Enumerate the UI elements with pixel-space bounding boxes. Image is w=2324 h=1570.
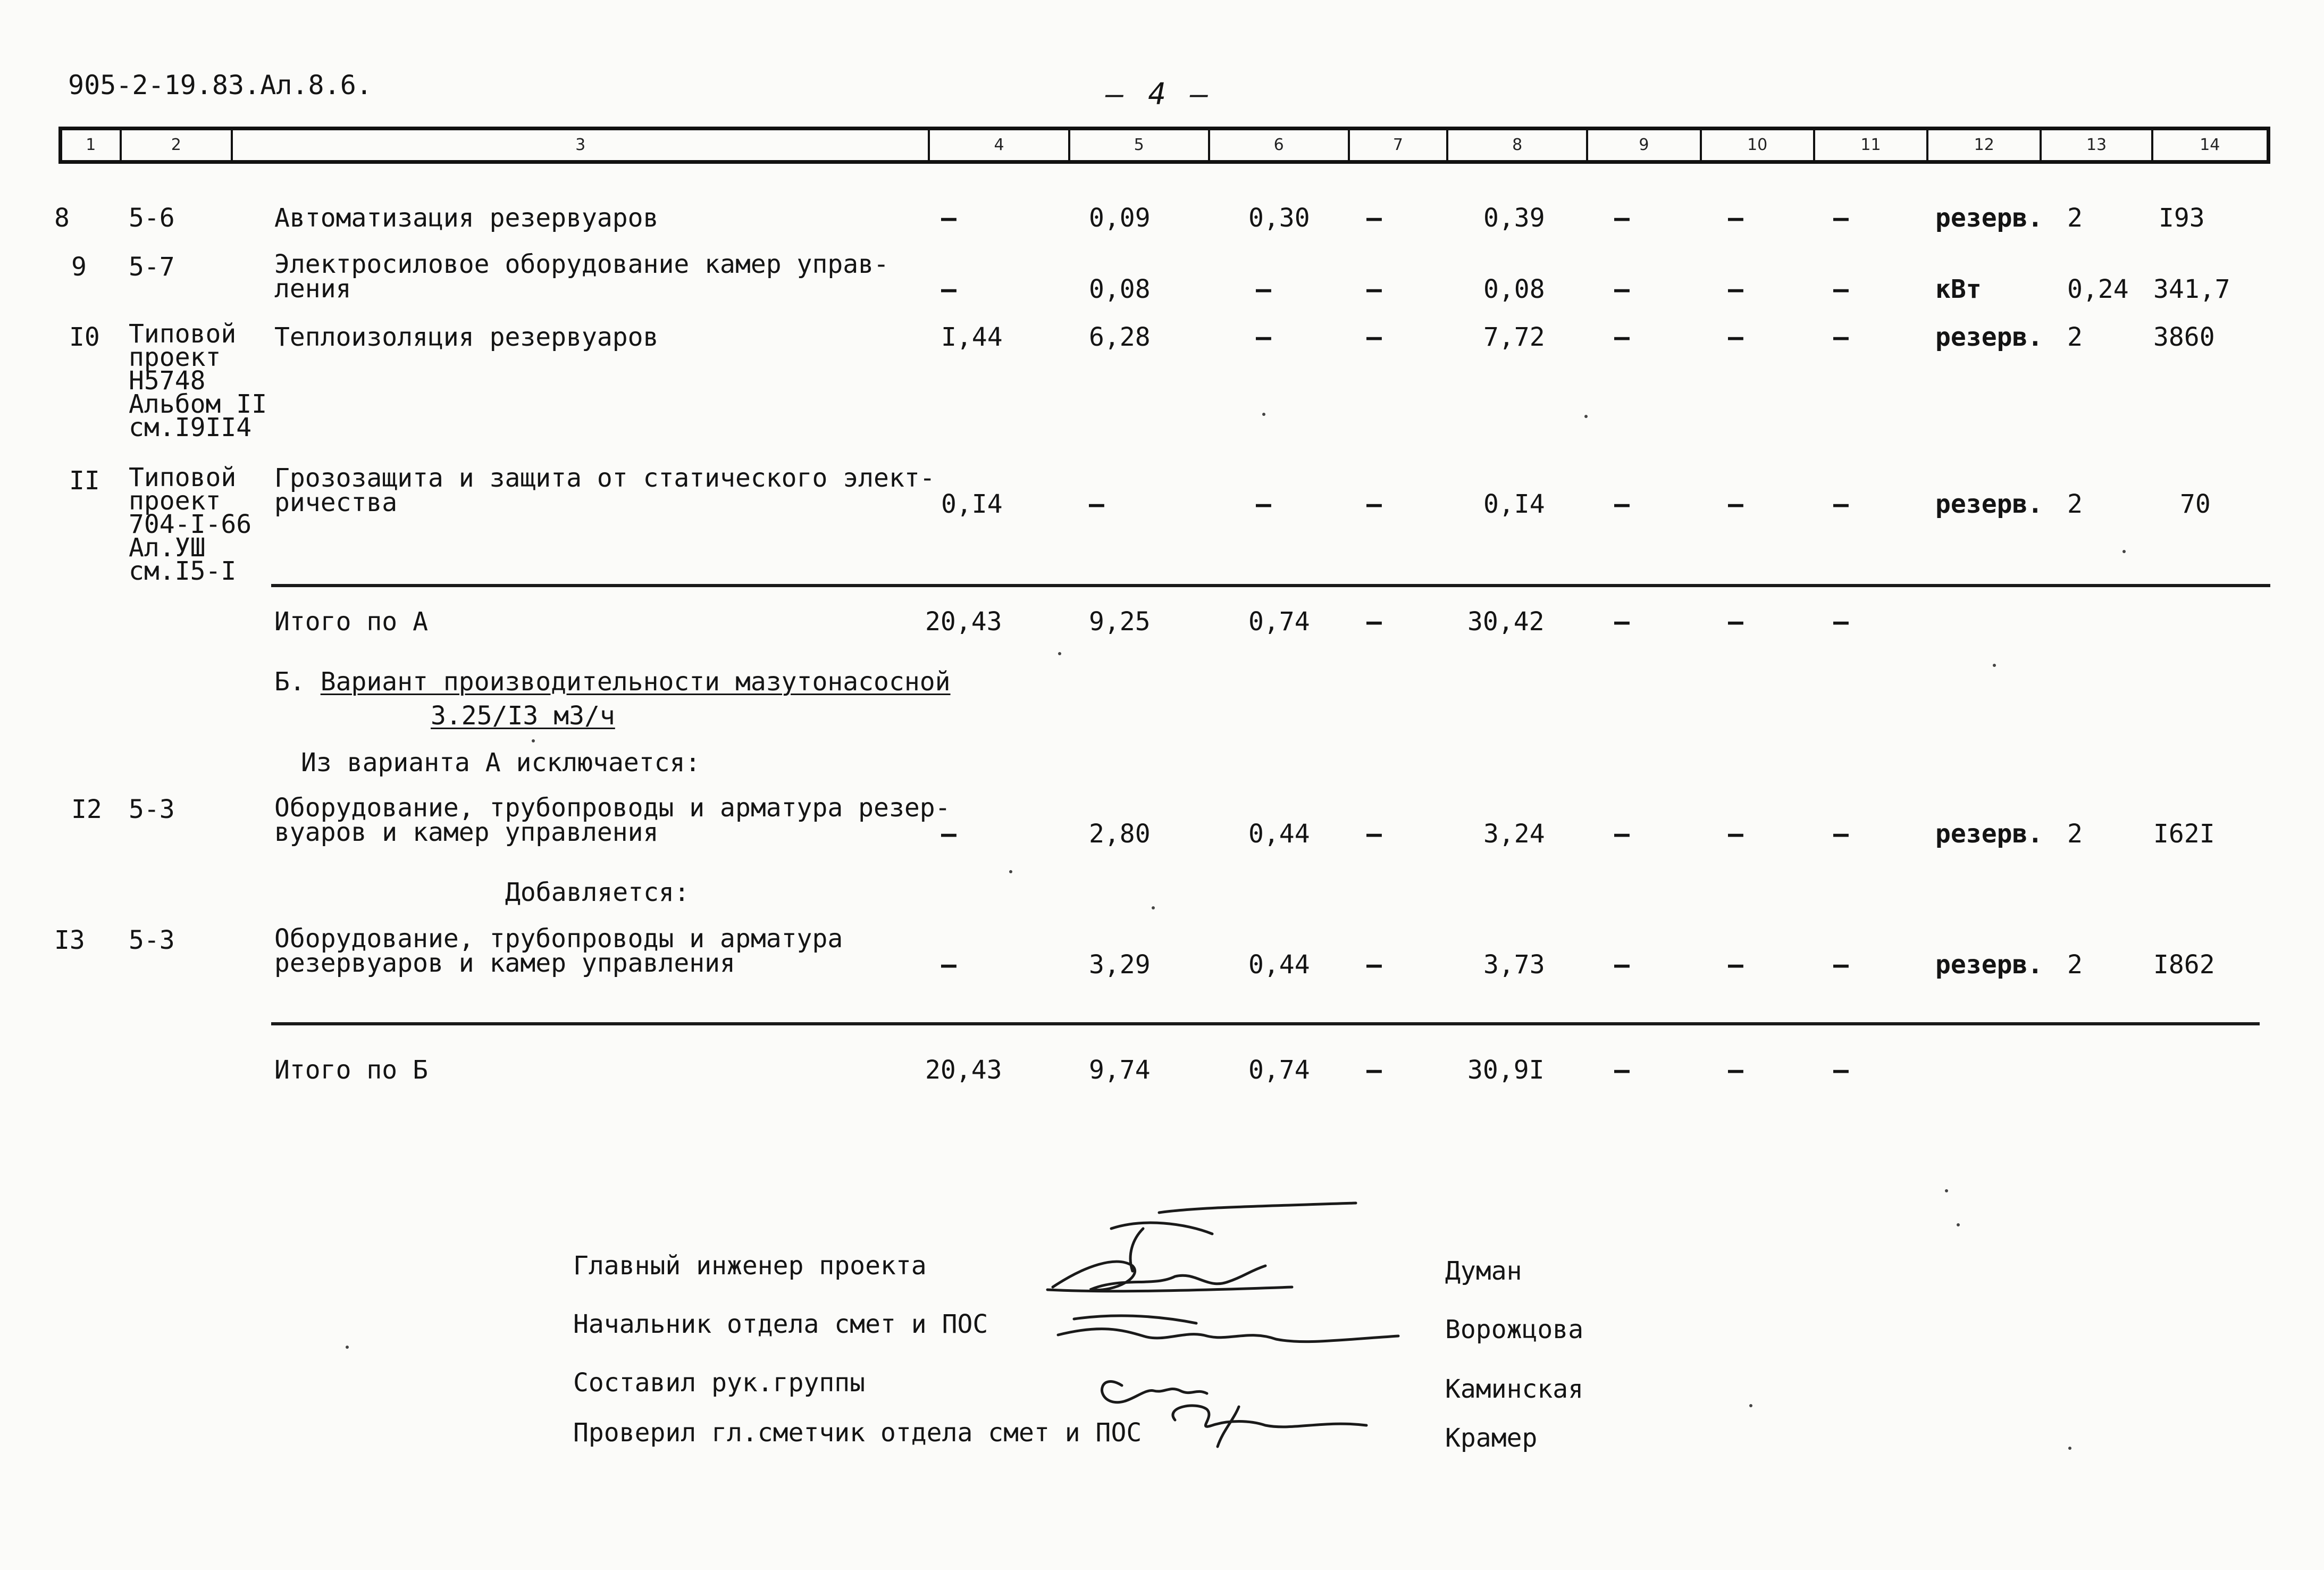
row-reference: 5-3 (129, 925, 175, 955)
col5-value: 2,80 (1089, 819, 1151, 849)
cost-value: 3860 (2153, 322, 2215, 352)
col6-value: 0,44 (1248, 950, 1310, 980)
scan-speck (2068, 1447, 2071, 1450)
row-name: Грозозащита и защита от статического элект- ричества (274, 463, 935, 517)
total-b-col6: 0,74 (1248, 1055, 1310, 1085)
section-b-heading (274, 669, 951, 695)
col-num-8: 8 (1448, 130, 1588, 160)
total-b-col9: — (1614, 1055, 1630, 1085)
section-b-prefix: Б. (274, 667, 321, 697)
col-num-14: 14 (2200, 136, 2220, 154)
row-name: Оборудование, трубопроводы и арматура резервуаров и камер управления (274, 924, 843, 978)
total-a-label: Итого по А (274, 607, 428, 637)
cost-value: 341,7 (2153, 274, 2230, 304)
col9-value: — (1614, 950, 1630, 980)
unit-value: резерв. (1935, 203, 2043, 233)
col11-value: — (1833, 203, 1849, 233)
col6-value: — (1256, 274, 1271, 304)
handwritten-signatures (1037, 1197, 1409, 1473)
total-a-rule (271, 584, 2270, 587)
col-num-2: 2 (122, 130, 233, 160)
col5-value: 0,08 (1089, 274, 1151, 304)
unit-value: резерв. (1935, 819, 2043, 849)
qty-value: 2 (2067, 819, 2083, 849)
signature-name: Думан (1445, 1256, 1522, 1286)
total-a-col9: — (1614, 607, 1630, 637)
total-a-col6: 0,74 (1248, 607, 1310, 637)
signature-name: Ворожцова (1445, 1315, 1584, 1344)
col8-value: 0,39 (1483, 203, 1545, 233)
row-name: Автоматизация резервуаров (274, 203, 659, 233)
row-name: Теплоизоляция резервуаров (274, 322, 659, 352)
cost-value: I62I (2153, 819, 2215, 849)
col4-value: — (941, 274, 957, 304)
excluded-label: Из варианта А исключается: (301, 748, 701, 778)
unit-value: резерв. (1935, 950, 2043, 980)
signature-role: Главный инженер проекта (573, 1251, 927, 1281)
section-b-title-line2: 3.25/I3 м3/ч (431, 701, 615, 731)
row-reference: 5-6 (129, 203, 175, 233)
signature-name: Каминская (1445, 1374, 1584, 1404)
signature-role: Начальник отдела смет и ПОС (573, 1309, 988, 1339)
total-b-col5: 9,74 (1089, 1055, 1151, 1085)
col7-value: — (1366, 203, 1382, 233)
col4-value: I,44 (941, 322, 1003, 352)
signature-name: Крамер (1445, 1423, 1538, 1453)
scan-speck (346, 1346, 349, 1349)
scan-speck (1058, 652, 1061, 655)
col4-value: 0,I4 (941, 489, 1003, 519)
total-a-col7: — (1366, 607, 1382, 637)
col7-value: — (1366, 322, 1382, 352)
scan-speck (2122, 550, 2126, 553)
col9-value: — (1614, 322, 1630, 352)
col-num-7: 7 (1350, 130, 1448, 160)
unit-value: кВт (1935, 274, 1982, 304)
row-reference: Типовой проект Н5748 Альбом II см.I9II4 (129, 319, 267, 442)
page-number: — 4 — (1106, 77, 1212, 112)
total-a-col8: 30,42 (1467, 607, 1545, 637)
col-num-1: 1 (62, 130, 122, 160)
row-name: Оборудование, трубопроводы и арматура резер- вуаров и камер управления (274, 793, 951, 847)
total-b-col4: 20,43 (925, 1055, 1002, 1085)
total-a-col4: 20,43 (925, 607, 1002, 637)
col-num-3: 3 (233, 130, 930, 160)
unit-value: резерв. (1935, 322, 2043, 352)
col-num-5: 5 (1070, 130, 1210, 160)
col-num-9: 9 (1588, 130, 1701, 160)
scan-speck (1957, 1223, 1960, 1226)
col9-value: — (1614, 203, 1630, 233)
col5-value: — (1089, 489, 1104, 519)
col10-value: — (1728, 203, 1743, 233)
col10-value: — (1728, 274, 1743, 304)
col8-value: 3,24 (1483, 819, 1545, 849)
row-number: 9 (71, 252, 87, 282)
row-name: Электросиловое оборудование камер управ- ления (274, 249, 889, 304)
col-num-10: 10 (1702, 130, 1815, 160)
row-reference: 5-7 (129, 252, 175, 282)
col-num-11: 11 (1815, 130, 1928, 160)
col11-value: — (1833, 819, 1849, 849)
col6-value: 0,30 (1248, 203, 1310, 233)
cost-value: I93 (2159, 203, 2205, 233)
row-reference: 5-3 (129, 795, 175, 824)
col-num-6: 6 (1210, 130, 1350, 160)
unit-value: резерв. (1935, 489, 2043, 519)
scan-speck (1009, 870, 1012, 873)
scan-speck (532, 739, 535, 742)
col8-value: 0,I4 (1483, 489, 1545, 519)
col4-value: — (941, 203, 957, 233)
total-b-col11: — (1833, 1055, 1849, 1085)
col7-value: — (1366, 819, 1382, 849)
col4-value: — (941, 819, 957, 849)
total-a-col10: — (1728, 607, 1743, 637)
qty-value: 2 (2067, 489, 2083, 519)
col9-value: — (1614, 489, 1630, 519)
col6-value: 0,44 (1248, 819, 1310, 849)
total-b-label: Итого по Б (274, 1055, 428, 1085)
qty-value: 2 (2067, 203, 2083, 233)
row-reference: Типовой проект 704-I-66 Ал.УШ см.I5-I (129, 463, 252, 586)
col9-value: — (1614, 274, 1630, 304)
col10-value: — (1728, 489, 1743, 519)
qty-value: 2 (2067, 322, 2083, 352)
col8-value: 3,73 (1483, 950, 1545, 980)
row-number: I3 (54, 925, 85, 955)
col10-value: — (1728, 819, 1743, 849)
total-b-col7: — (1366, 1055, 1382, 1085)
col7-value: — (1366, 274, 1382, 304)
col11-value: — (1833, 950, 1849, 980)
section-b-title-line1: Вариант производительности мазутонасосной (320, 667, 951, 697)
scan-speck (1584, 415, 1588, 418)
col7-value: — (1366, 489, 1382, 519)
total-b-col10: — (1728, 1055, 1743, 1085)
document-code: 905-2-19.83.Ал.8.6. (68, 70, 372, 101)
col9-value: — (1614, 819, 1630, 849)
col5-value: 3,29 (1089, 950, 1151, 980)
col-num-4: 4 (930, 130, 1070, 160)
scan-speck (1152, 906, 1155, 909)
col8-value: 0,08 (1483, 274, 1545, 304)
col-num-13: 13 (2042, 130, 2153, 160)
column-number-header (58, 127, 2270, 164)
scan-speck (1262, 413, 1265, 416)
cost-value: 70 (2180, 489, 2211, 519)
scan-speck (1993, 664, 1996, 667)
col11-value: — (1833, 489, 1849, 519)
col4-value: — (941, 950, 957, 980)
total-b-col8: 30,9I (1467, 1055, 1545, 1085)
total-a-col5: 9,25 (1089, 607, 1151, 637)
col5-value: 6,28 (1089, 322, 1151, 352)
col-num-12: 12 (1928, 130, 2042, 160)
row-number: II (69, 466, 100, 496)
row-number: I2 (71, 795, 102, 824)
col6-value: — (1256, 322, 1271, 352)
total-b-rule (271, 1022, 2260, 1025)
col10-value: — (1728, 950, 1743, 980)
col7-value: — (1366, 950, 1382, 980)
col10-value: — (1728, 322, 1743, 352)
total-a-col11: — (1833, 607, 1849, 637)
row-number: 8 (54, 203, 70, 233)
added-label: Добавляется: (505, 878, 690, 907)
cost-value: I862 (2153, 950, 2215, 980)
scan-speck (1945, 1189, 1948, 1192)
signature-role: Составил рук.группы (573, 1368, 866, 1398)
qty-value: 2 (2067, 950, 2083, 980)
signature-role: Проверил гл.сметчик отдела смет и ПОС (573, 1418, 1142, 1448)
col11-value: — (1833, 322, 1849, 352)
row-number: I0 (69, 322, 100, 352)
scan-speck (1749, 1404, 1752, 1407)
col6-value: — (1256, 489, 1271, 519)
col5-value: 0,09 (1089, 203, 1151, 233)
qty-value: 0,24 (2067, 274, 2129, 304)
col8-value: 7,72 (1483, 322, 1545, 352)
col11-value: — (1833, 274, 1849, 304)
